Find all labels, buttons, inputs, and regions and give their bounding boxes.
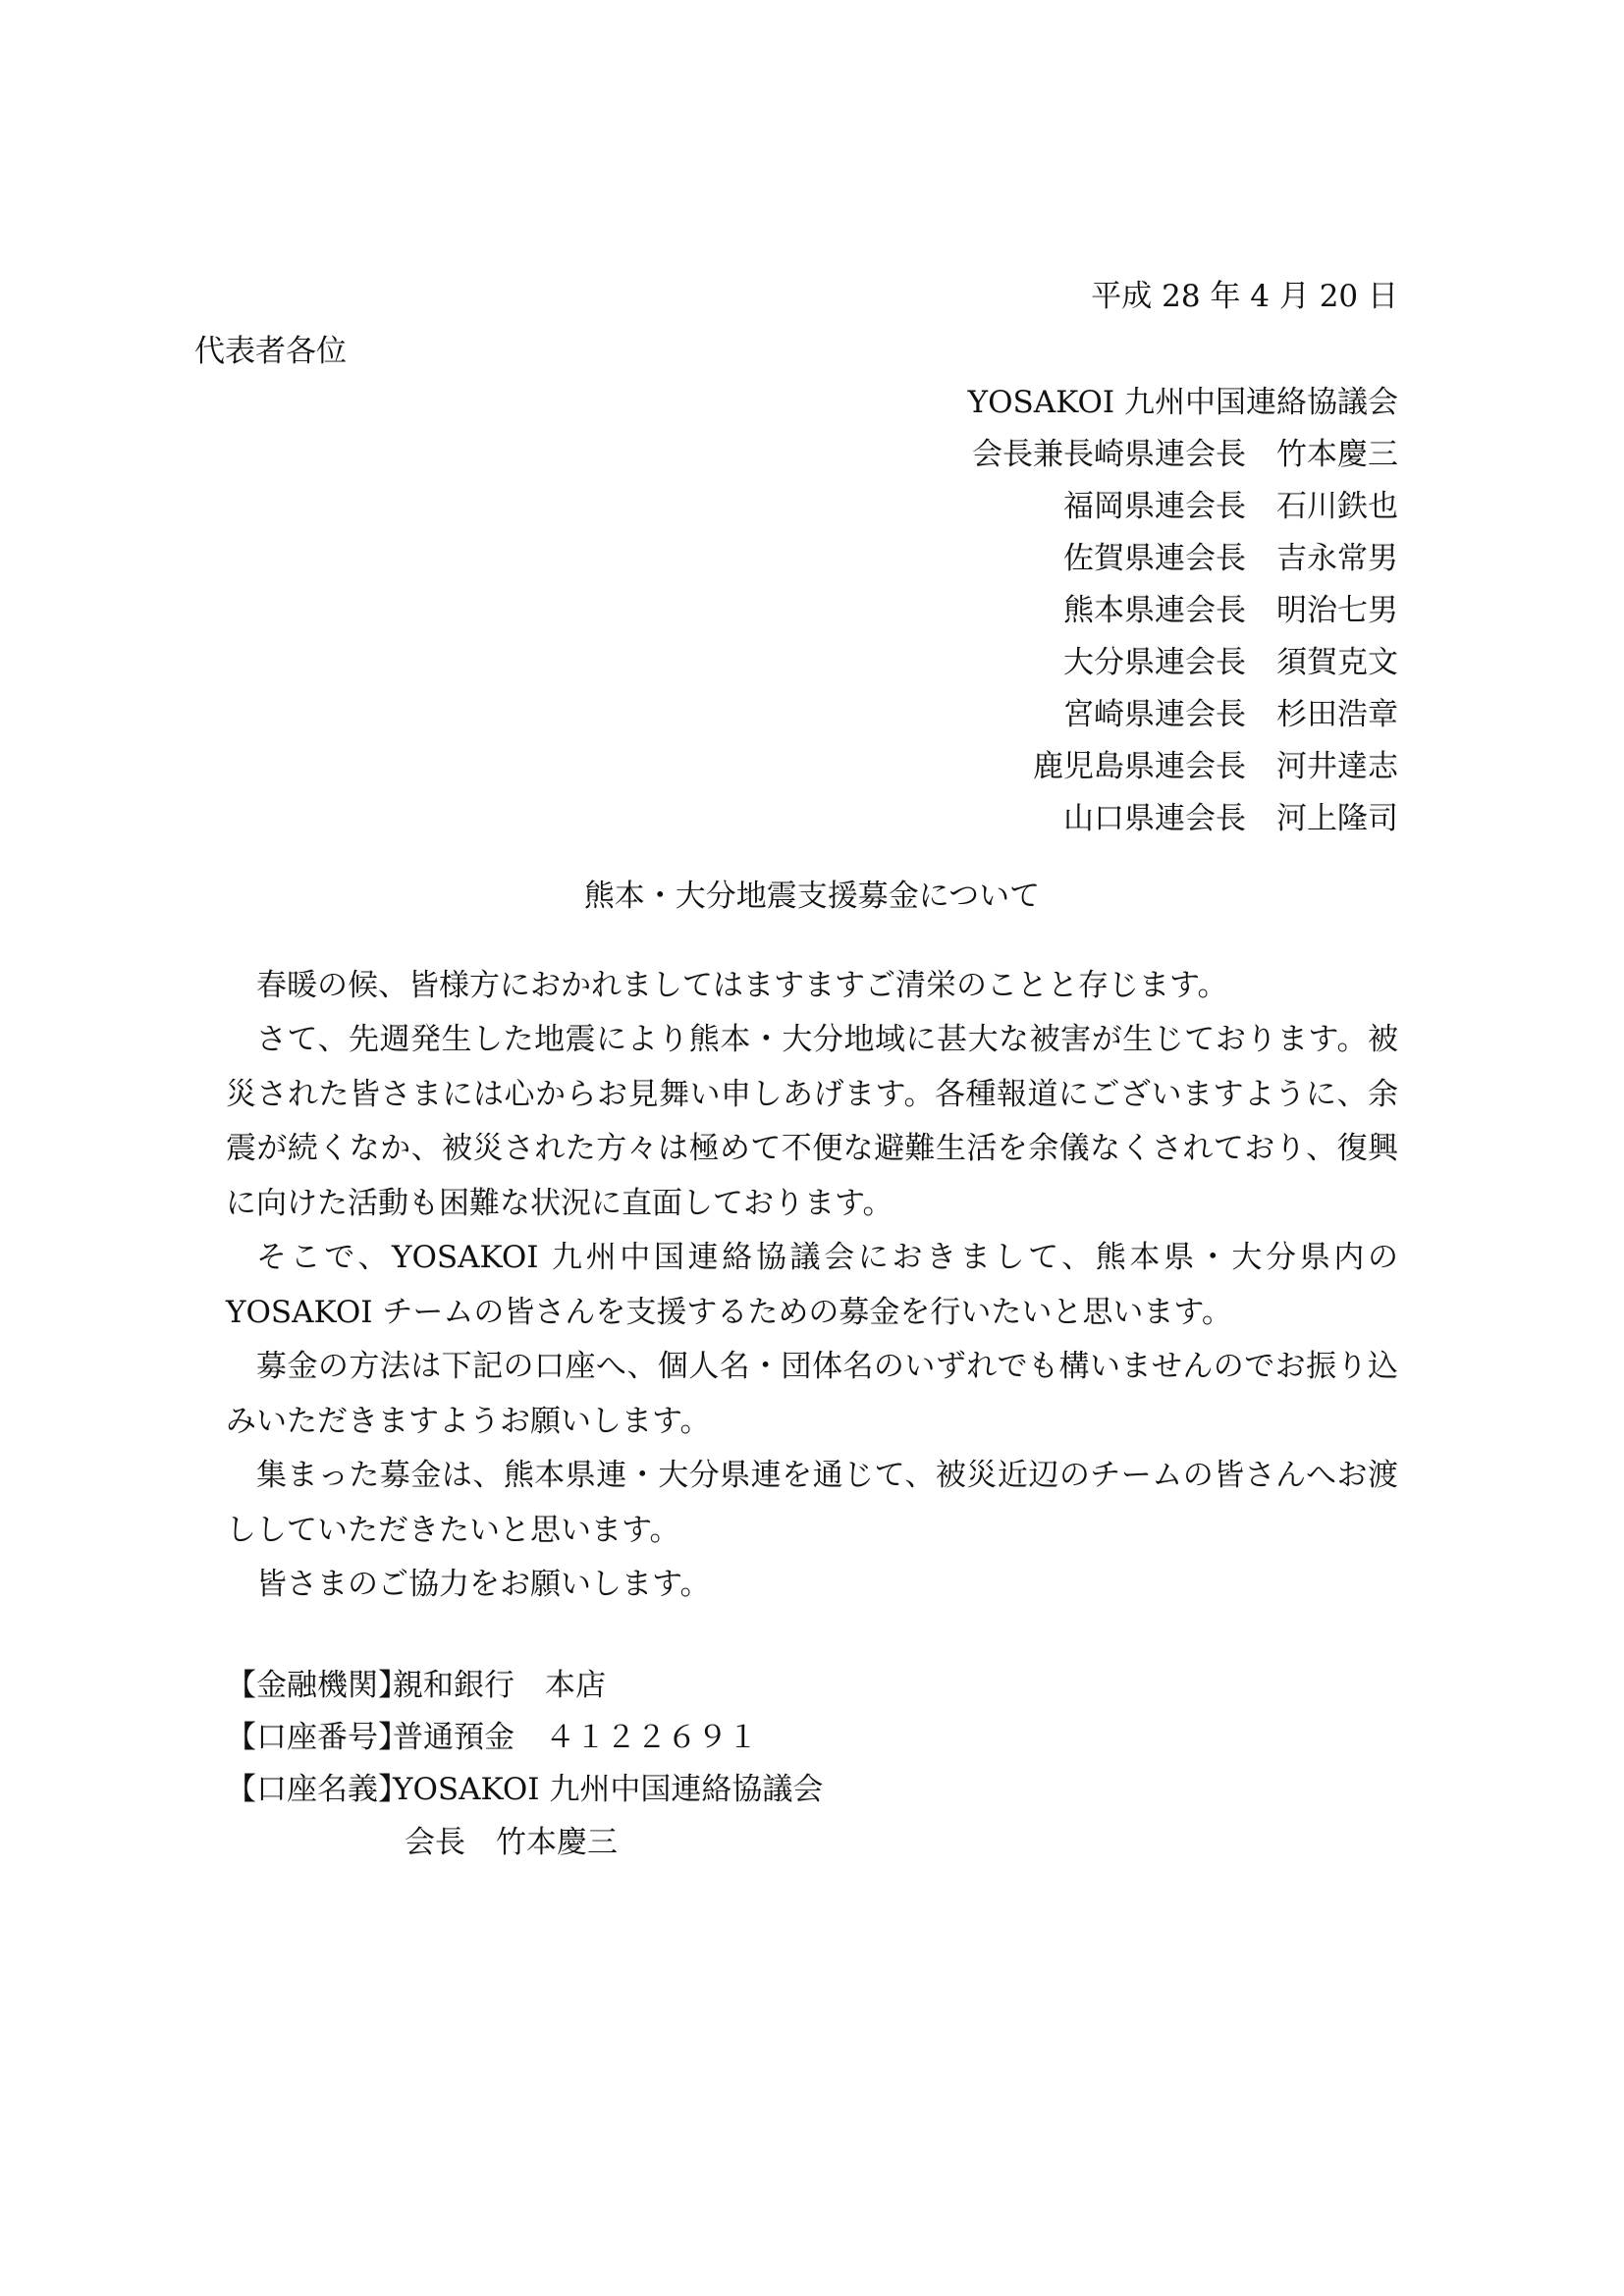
bank-institution-label: 【金融機関】 [226,1668,408,1703]
body-paragraph: さて、先週発生した地震により熊本・大分地域に甚大な被害が生じております。被災された皆さまには心からお見舞い申しあげます。各種報道にございますように、余震が続くなか、被災された方々は極めて不便な避難生活を余儀なくされており、復興に向けた活動も困難な状況に直面しております。 [226,1022,1398,1221]
body-paragraph: 集まった募金は、熊本県連・大分県連を通じて、被災近辺のチームの皆さんへお渡ししていただきたいと思います。 [226,1458,1398,1548]
signatory-name: 竹本慶三 [1276,437,1398,472]
signatory-name: 明治七男 [1276,593,1398,628]
signatory-row [1063,799,1398,838]
bank-account-name-row [226,1770,823,1809]
signatory-row [1063,695,1398,734]
signatory-name: 杉田浩章 [1276,697,1398,732]
signatory-role: 山口県連会長 [1063,801,1246,836]
signatory-row [1063,487,1398,526]
signatory-role: 鹿児島県連会長 [1033,749,1246,784]
body-paragraph: そこで、YOSAKOI 九州中国連絡協議会におきまして、熊本県・大分県内の YOSAKOI チームの皆さんを支援するための募金を行いたいと思います。 [226,1240,1398,1330]
bank-account-number-label: 【口座番号】 [226,1720,408,1755]
signatory-role: 熊本県連会長 [1063,593,1246,628]
signatory-name: 吉永常男 [1276,541,1398,576]
letter-title: 熊本・大分地震支援募金について [583,879,1041,914]
signatory-role: 福岡県連会長 [1063,489,1246,524]
signatory-name: 須賀克文 [1276,645,1398,680]
bank-account-holder: 会長 竹本慶三 [405,1825,618,1860]
bank-account-number-value: 普通預金 ４１２２６９１ [393,1720,758,1755]
signatory-row [1063,643,1398,682]
signatory-role: 会長兼長崎県連会長 [972,437,1246,472]
bank-institution-value: 親和銀行 本店 [393,1668,606,1703]
signatory-name: 河井達志 [1276,749,1398,784]
signatory-role: 大分県連会長 [1063,645,1246,680]
signatory-row [1033,747,1398,786]
signatory-role: 佐賀県連会長 [1063,541,1246,576]
signatory-row [1063,591,1398,630]
letter-date: 平成 28 年 4 月 20 日 [1091,279,1398,314]
bank-account-name-label: 【口座名義】 [226,1772,408,1807]
bank-account-name-value: YOSAKOI 九州中国連絡協議会 [393,1772,824,1807]
body-paragraph: 皆さまのご協力をお願いします。 [256,1567,711,1602]
body-paragraph: 春暖の候、皆様方におかれましてはますますご清栄のことと存じます。 [256,968,1228,1003]
signatory-name: 河上隆司 [1276,801,1398,836]
signatory-name: 石川鉄也 [1276,489,1398,524]
organization-name: YOSAKOI 九州中国連絡協議会 [967,385,1398,420]
signatory-row [972,435,1398,474]
bank-account-number-row [226,1718,758,1757]
signatory-role: 宮崎県連会長 [1063,697,1246,732]
bank-institution-row [226,1666,606,1705]
recipient: 代表者各位 [194,334,347,369]
body-paragraph: 募金の方法は下記の口座へ、個人名・団体名のいずれでも構いませんのでお振り込みいただきますようお願いします。 [226,1349,1398,1439]
signatory-row [1063,539,1398,578]
